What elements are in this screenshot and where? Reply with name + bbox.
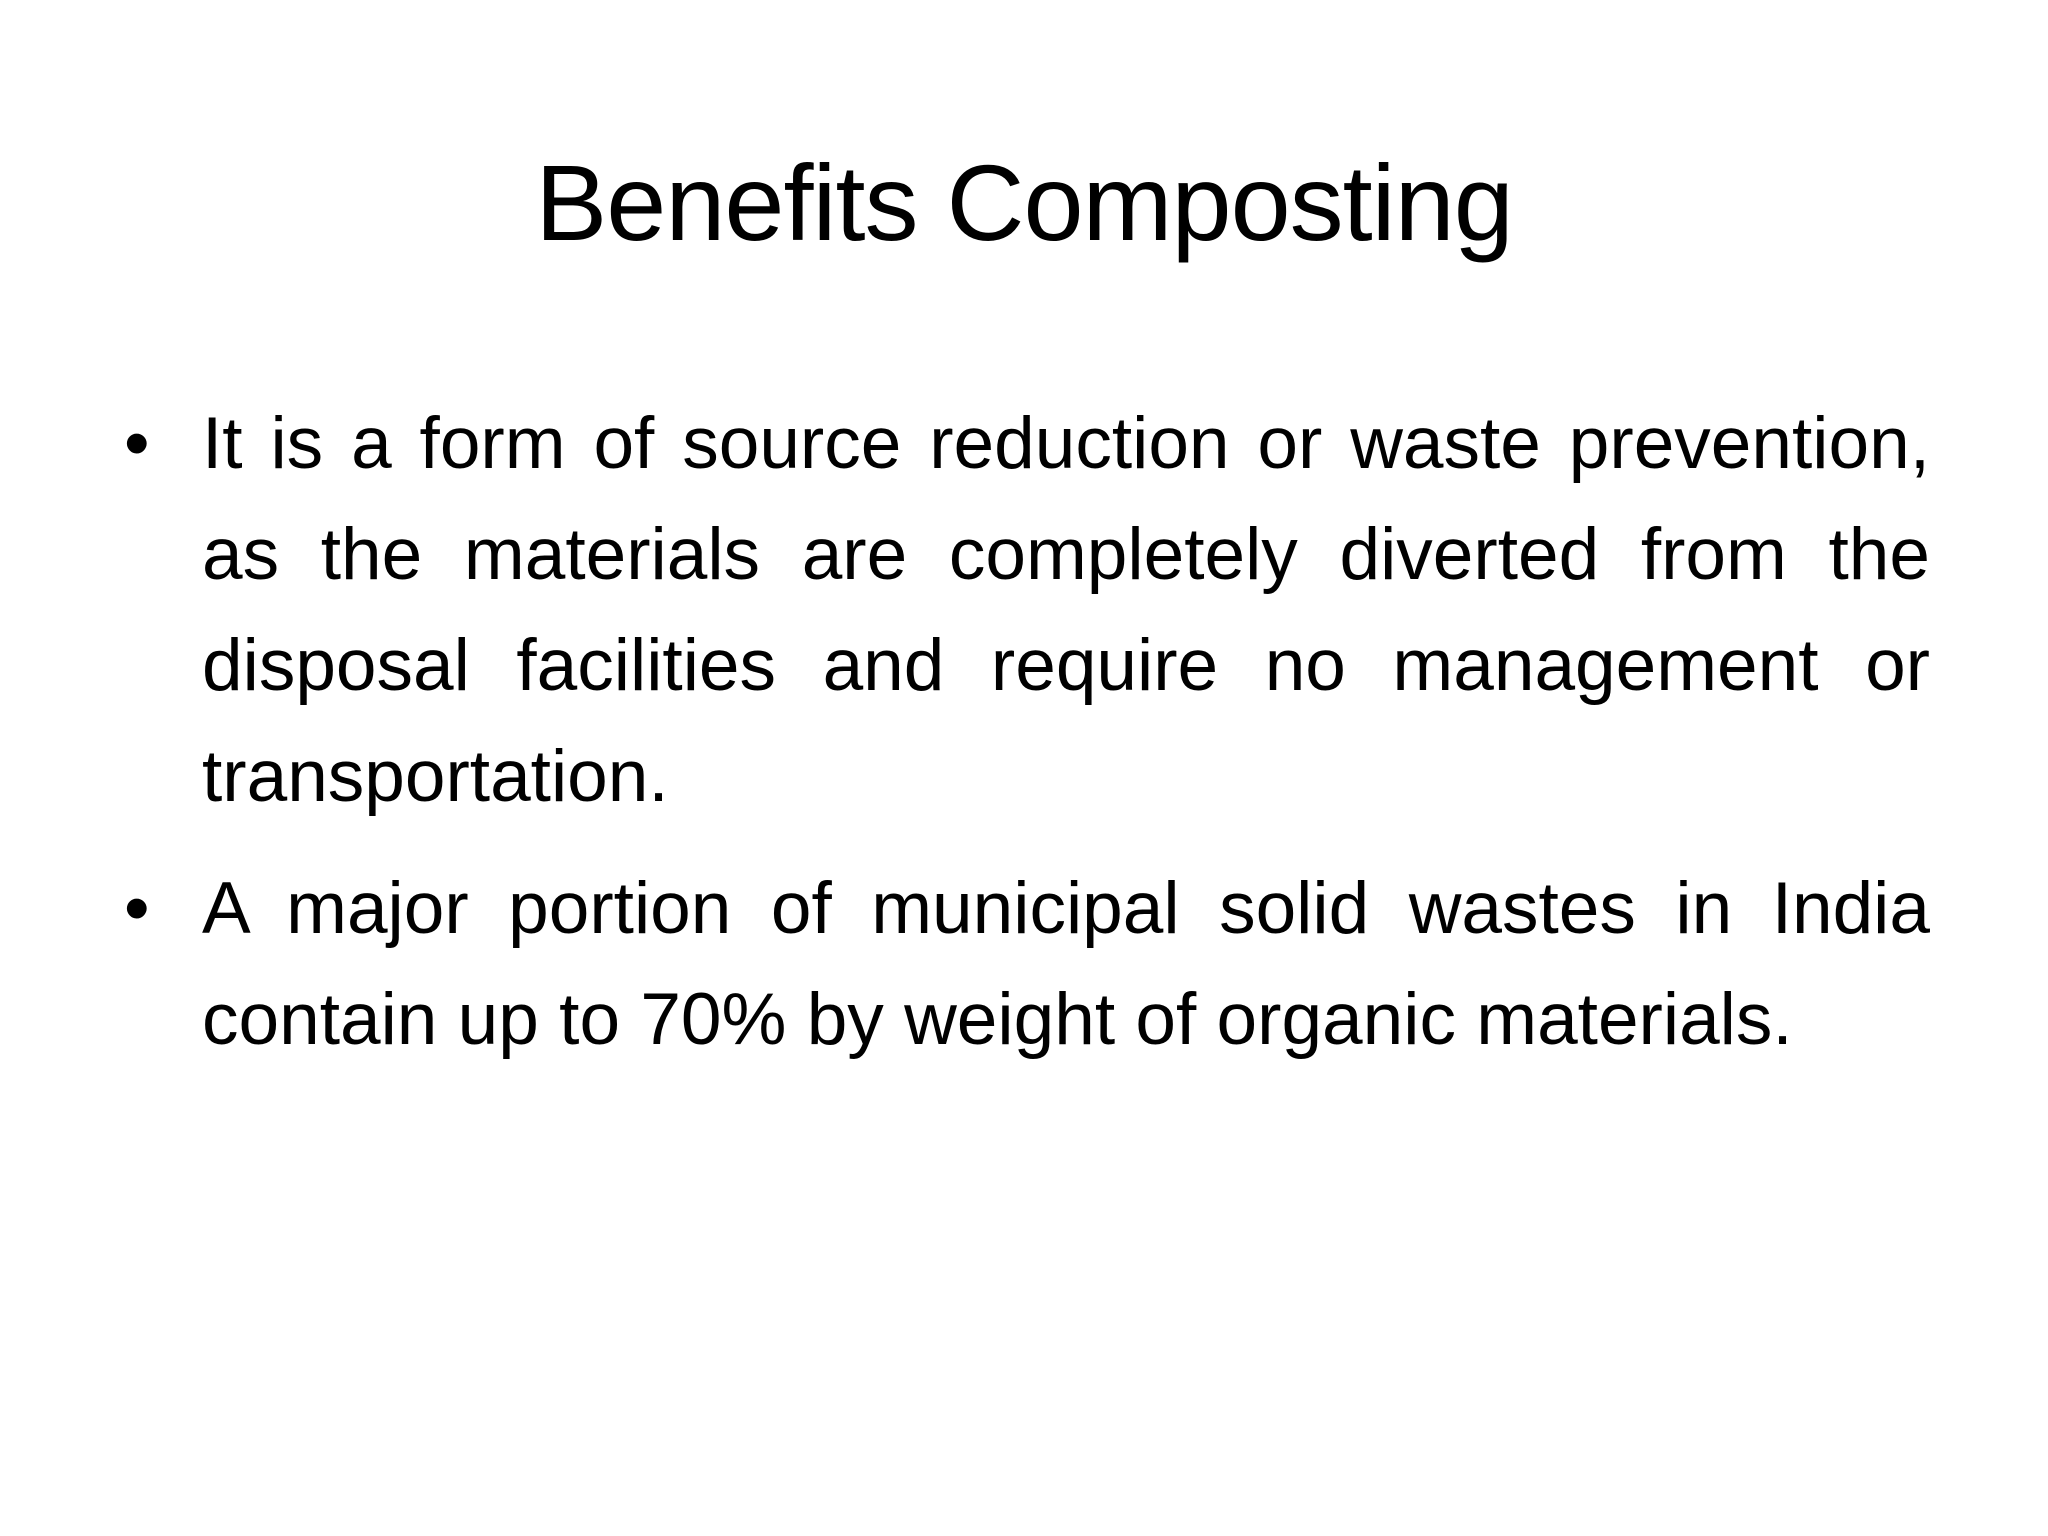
- bullet-text: It is a form of source reduction or waste prevention, as the materials are completely diverted from the disposal facilities and require no management or transportation.: [202, 403, 1930, 817]
- slide-title: Benefits Composting: [535, 142, 1513, 263]
- bullet-item: [120, 853, 1930, 1075]
- bullet-item: [120, 388, 1930, 832]
- bullet-icon: •: [124, 403, 150, 484]
- bullet-icon: •: [124, 868, 150, 949]
- bullet-list: [120, 388, 1930, 1096]
- bullet-text: A major portion of municipal solid wastes in India contain up to 70% by weight of organic materials.: [202, 868, 1930, 1060]
